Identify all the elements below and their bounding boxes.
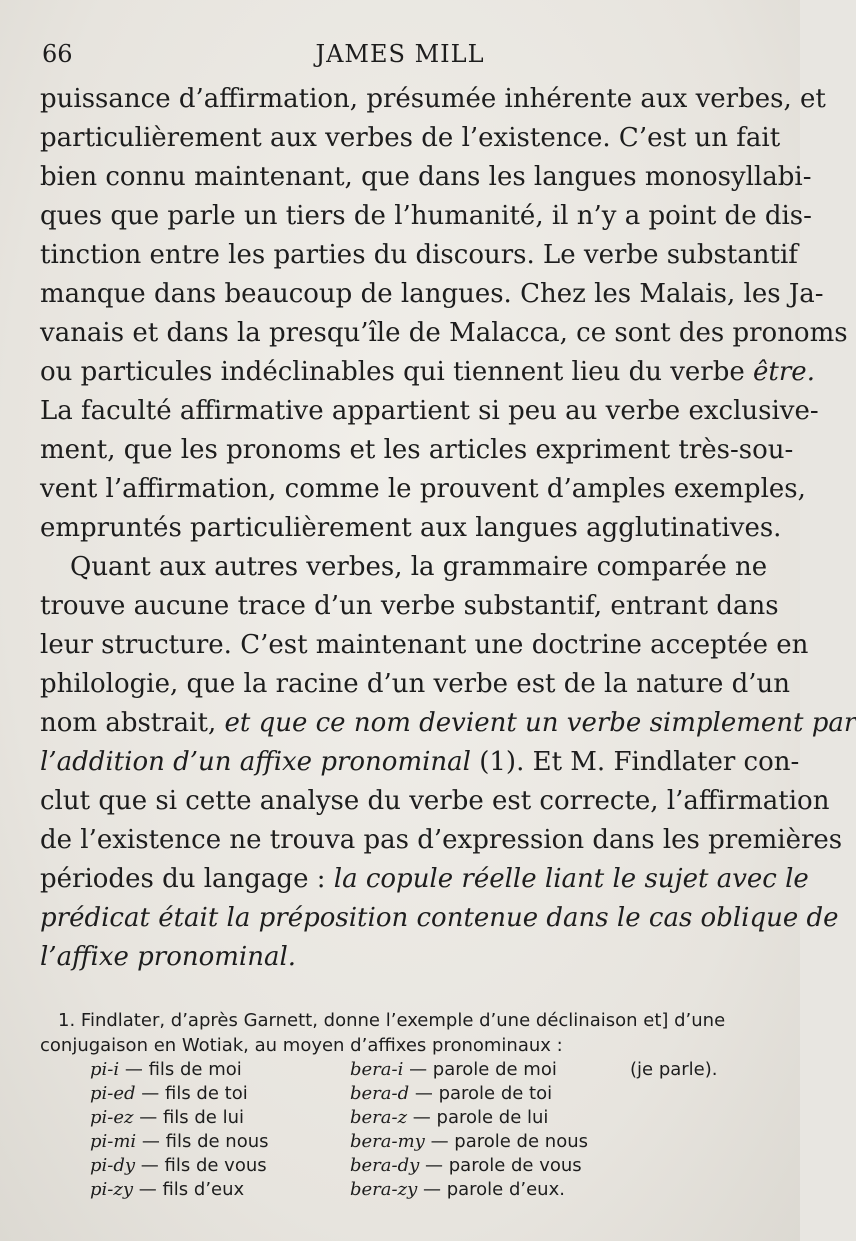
verb-form bbox=[350, 1178, 565, 1202]
italic-text: être. bbox=[753, 357, 815, 387]
gloss: — fils de nous bbox=[136, 1131, 269, 1152]
text-segment: clut que si cette analyse du verbe est correcte, l’affirmation bbox=[40, 786, 830, 816]
gloss: — fils de toi bbox=[135, 1083, 248, 1104]
text-line bbox=[40, 938, 760, 977]
noun-form bbox=[90, 1130, 269, 1154]
text-line bbox=[40, 548, 768, 587]
text-line bbox=[40, 80, 826, 119]
noun-form bbox=[90, 1106, 244, 1130]
text-line bbox=[40, 704, 856, 743]
affix-term: pi-dy bbox=[90, 1155, 136, 1176]
text-segment: de l’existence ne trouva pas d’expression dans les premières bbox=[40, 825, 843, 855]
footnote-line: 1. Findlater, d’après Garnett, donne l’exemple d’une déclinaison et] d’une bbox=[58, 1010, 726, 1031]
text-segment: vanais et dans la presqu’île de Malacca, ce sont des pronoms bbox=[40, 318, 848, 348]
page-number: 66 bbox=[42, 40, 73, 68]
gloss: (je parle). bbox=[630, 1059, 718, 1080]
body-text bbox=[40, 80, 856, 977]
text-segment: empruntés particulièrement aux langues agglutinatives. bbox=[40, 513, 782, 543]
text-segment: Quant aux autres verbes, la grammaire comparée ne bbox=[70, 552, 768, 582]
italic-text: l’affixe pronominal. bbox=[40, 942, 297, 972]
text-line bbox=[40, 860, 809, 899]
text-segment: ou particules indéclinables qui tiennent lieu du verbe bbox=[40, 357, 754, 387]
affix-term: bera-d bbox=[350, 1083, 410, 1104]
text-segment: (1). Et M. Findlater con- bbox=[470, 747, 800, 777]
gloss: — parole de moi bbox=[403, 1059, 557, 1080]
text-line bbox=[40, 626, 809, 665]
text-line bbox=[40, 743, 800, 782]
text-line bbox=[40, 197, 812, 236]
text-line bbox=[40, 392, 819, 431]
verb-form bbox=[350, 1058, 557, 1082]
affix-term: bera-dy bbox=[350, 1155, 420, 1176]
affix-term: bera-my bbox=[350, 1131, 425, 1152]
text-line bbox=[40, 353, 815, 392]
footnote-line: conjugaison en Wotiak, au moyen d’affixes pronominaux : bbox=[40, 1035, 563, 1056]
affix-term: bera-zy bbox=[350, 1179, 418, 1200]
paradigm-row bbox=[40, 1178, 760, 1202]
text-segment: trouve aucune trace d’un verbe substantif, entrant dans bbox=[40, 591, 779, 621]
gloss: — fils de lui bbox=[133, 1107, 245, 1128]
text-segment: bien connu maintenant, que dans les langues monosyllabi- bbox=[40, 162, 812, 192]
italic-text: prédicat était la préposition contenue dans le cas oblique de bbox=[40, 903, 839, 933]
text-line bbox=[40, 470, 806, 509]
italic-text: et que ce nom devient un verbe simplement par bbox=[224, 708, 856, 738]
text-segment: puissance d’affirmation, présumée inhérente aux verbes, et bbox=[40, 84, 826, 114]
text-segment: périodes du langage : bbox=[40, 864, 334, 894]
affix-term: pi-ed bbox=[90, 1083, 136, 1104]
verb-form bbox=[350, 1154, 582, 1178]
italic-text: la copule réelle liant le sujet avec le bbox=[333, 864, 809, 894]
text-segment: philologie, que la racine d’un verbe est de la nature d’un bbox=[40, 669, 791, 699]
verb-form bbox=[350, 1130, 588, 1154]
text-line bbox=[40, 314, 848, 353]
footnote bbox=[40, 1008, 760, 1208]
text-line bbox=[40, 665, 791, 704]
paradigm-row bbox=[40, 1130, 760, 1154]
running-title: JAMES MILL bbox=[315, 40, 485, 68]
affix-term: pi-zy bbox=[90, 1179, 134, 1200]
noun-form bbox=[90, 1082, 248, 1106]
gloss: — parole de lui bbox=[407, 1107, 549, 1128]
text-line bbox=[40, 587, 779, 626]
gloss: — parole de nous bbox=[424, 1131, 588, 1152]
text-segment: vent l’affirmation, comme le prouvent d’amples exemples, bbox=[40, 474, 806, 504]
text-segment: tinction entre les parties du discours. Le verbe substantif bbox=[40, 240, 798, 270]
page-header bbox=[40, 40, 760, 74]
text-segment: ques que parle un tiers de l’humanité, il n’y a point de dis- bbox=[40, 201, 812, 231]
text-line bbox=[40, 821, 843, 860]
verb-form bbox=[350, 1082, 552, 1106]
gloss: — fils de vous bbox=[135, 1155, 267, 1176]
text-line bbox=[40, 509, 782, 548]
paradigm-row bbox=[40, 1058, 760, 1082]
text-line bbox=[40, 119, 781, 158]
gloss: — parole de vous bbox=[419, 1155, 582, 1176]
verb-form bbox=[350, 1106, 548, 1130]
text-segment: nom abstrait, bbox=[40, 708, 225, 738]
text-line bbox=[40, 431, 794, 470]
affix-term: bera-i bbox=[350, 1059, 404, 1080]
gloss: — fils d’eux bbox=[133, 1179, 245, 1200]
gloss: — parole d’eux. bbox=[417, 1179, 565, 1200]
affix-term: pi-i bbox=[90, 1059, 120, 1080]
text-line bbox=[40, 275, 824, 314]
paradigm-row bbox=[40, 1106, 760, 1130]
text-segment: ment, que les pronoms et les articles expriment très-sou- bbox=[40, 435, 794, 465]
noun-form bbox=[90, 1178, 244, 1202]
gloss: — parole de toi bbox=[409, 1083, 553, 1104]
affix-term: bera-z bbox=[350, 1107, 408, 1128]
text-line bbox=[40, 782, 830, 821]
gloss-note bbox=[630, 1058, 718, 1082]
text-segment: particulièrement aux verbes de l’existence. C’est un fait bbox=[40, 123, 781, 153]
text-line bbox=[40, 236, 798, 275]
gloss: — fils de moi bbox=[119, 1059, 242, 1080]
text-line bbox=[40, 899, 839, 938]
text-segment: leur structure. C’est maintenant une doctrine acceptée en bbox=[40, 630, 809, 660]
affix-term: pi-ez bbox=[90, 1107, 134, 1128]
italic-text: l’addition d’un affixe pronominal bbox=[40, 747, 471, 777]
text-line bbox=[40, 158, 812, 197]
affix-term: pi-mi bbox=[90, 1131, 137, 1152]
noun-form bbox=[90, 1058, 242, 1082]
text-segment: manque dans beaucoup de langues. Chez les Malais, les Ja- bbox=[40, 279, 824, 309]
affix-paradigm-table bbox=[40, 1058, 760, 1208]
paradigm-row bbox=[40, 1154, 760, 1178]
paradigm-row bbox=[40, 1082, 760, 1106]
noun-form bbox=[90, 1154, 267, 1178]
text-segment: La faculté affirmative appartient si peu au verbe exclusive- bbox=[40, 396, 819, 426]
